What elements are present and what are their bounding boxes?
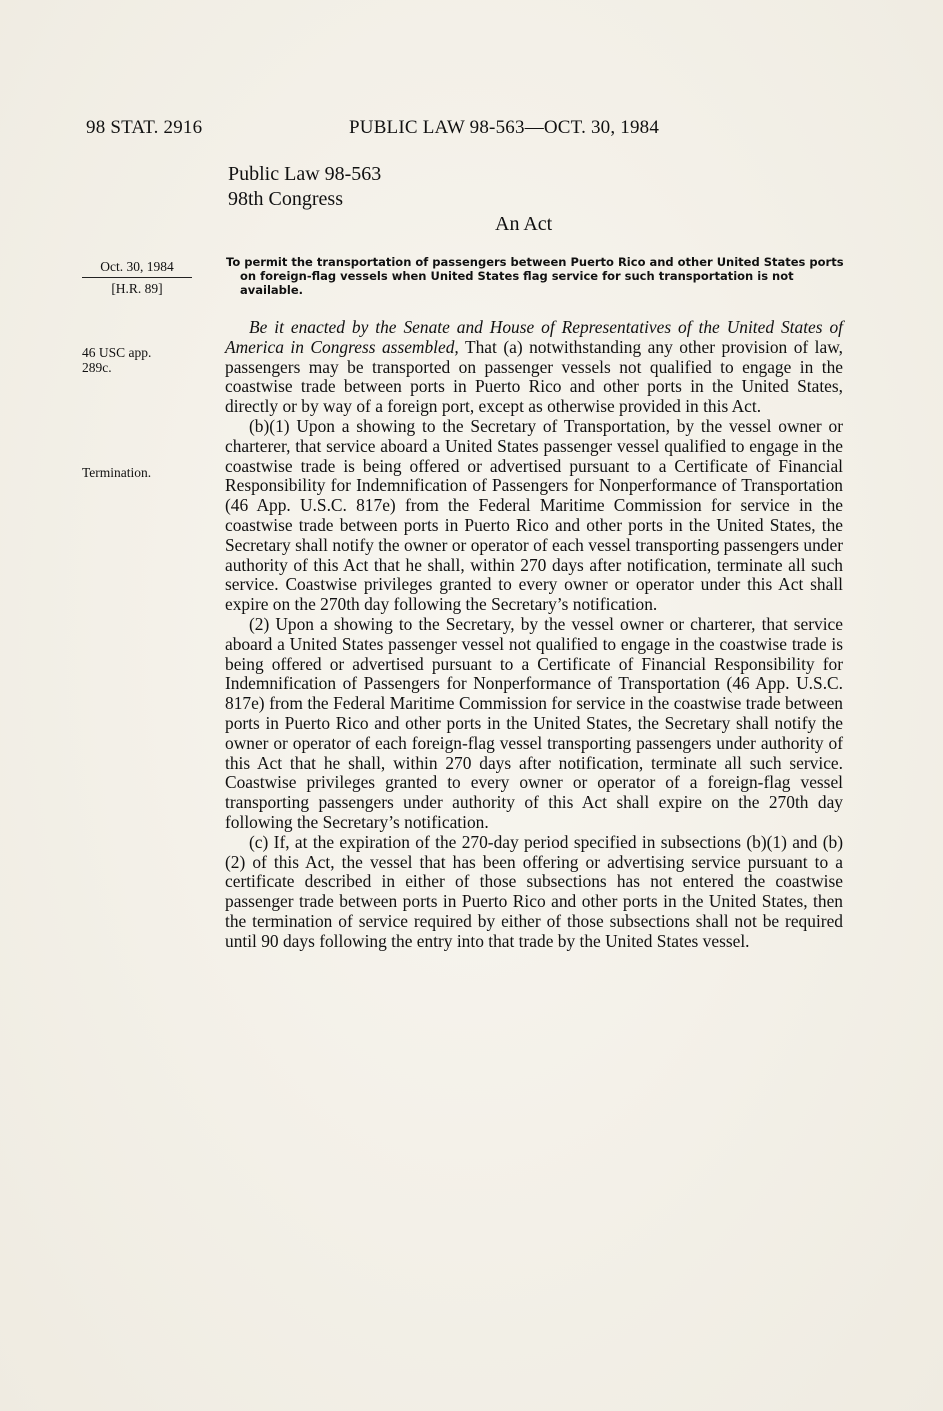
termination-margin-note: Termination. — [82, 465, 152, 480]
congress: 98th Congress — [228, 188, 343, 210]
section-b2: (2) Upon a showing to the Secretary, by the vessel owner or charterer, that service aboard a United States passenger vessel not qualified to engage in the coastwise trade is being offered or advertised pursuant to a Certificate of Financial Responsibility for Indemnification of Passengers for Nonperformance of Transportation (46 App. U.S.C. 817e) from the Federal Maritime Commission for service in the coastwise trade between ports in Puerto Rico and other ports in the United States, the Secretary shall notify the owner or operator of each foreign-flag vessel transporting passengers under authority of this Act that he shall, within 270 days after notification, terminate all such service. Coastwise privileges granted to every owner or operator of a foreign-flag vessel transporting passengers under authority of this Act shall expire on the 270th day following the Secretary’s notification. — [225, 613, 843, 832]
an-act-label: An Act — [495, 213, 553, 235]
usc-reference-line1: 46 USC app. — [82, 345, 152, 360]
stat-page-number: 98 STAT. 2916 — [86, 117, 203, 138]
enactment-date: Oct. 30, 1984 — [100, 259, 174, 274]
divider — [82, 277, 192, 278]
enacting-clause: Be it enacted by the Senate and House of Representatives of the United States of America in Congress assembled, — [225, 317, 843, 357]
act-purpose: To permit the transportation of passengers between Puerto Rico and other United States ports on foreign-flag vessels when United States flag service for such transportation is not available. — [226, 255, 844, 297]
running-title: PUBLIC LAW 98-563—OCT. 30, 1984 — [349, 117, 660, 138]
section-b1: (b)(1) Upon a showing to the Secretary of Transportation, by the vessel owner or charterer, that service aboard a United States passenger vessel qualified to engage in the coastwise trade is being offered or advertised pursuant to a Certificate of Financial Responsibility for Indemnification of Passengers for Nonperformance of Transportation (46 App. U.S.C. 817e) from the Federal Maritime Commission for service in the coastwise trade between ports in Puerto Rico and other ports in the United States, the Secretary shall notify the owner or operator of each vessel transporting passengers under authority of this Act that he shall, within 270 days after notification, terminate all such service. Coastwise privileges granted to every owner or operator under this Act shall expire on the 270th day following the Secretary’s notification. — [225, 415, 843, 615]
law-title-block — [228, 162, 381, 212]
section-a — [225, 318, 843, 417]
date-margin-note — [82, 258, 192, 297]
usc-margin-note — [82, 345, 151, 375]
bill-number: [H.R. 89] — [111, 281, 163, 296]
section-a-text: That (a) notwithstanding any other provision of law, passengers may be transported on passenger vessels not qualified to engage in the coastwise trade between ports in Puerto Rico and other ports in the United States, directly or by way of a foreign port, except as otherwise provided in this Act. — [225, 336, 844, 417]
usc-reference-line2: 289c. — [82, 360, 112, 375]
act-body — [225, 318, 843, 952]
section-c: (c) If, at the expiration of the 270-day period specified in subsections (b)(1) and (b)(2) of this Act, the vessel that has been offering or advertising service pursuant to a certificate described in either of those subsections has not entered the coastwise passenger trade between ports in Puerto Rico and other ports in the United States, then the termination of service required by either of those subsections shall not be required until 90 days following the entry into that trade by the United States vessel. — [225, 831, 843, 951]
law-number: Public Law 98-563 — [228, 163, 382, 185]
